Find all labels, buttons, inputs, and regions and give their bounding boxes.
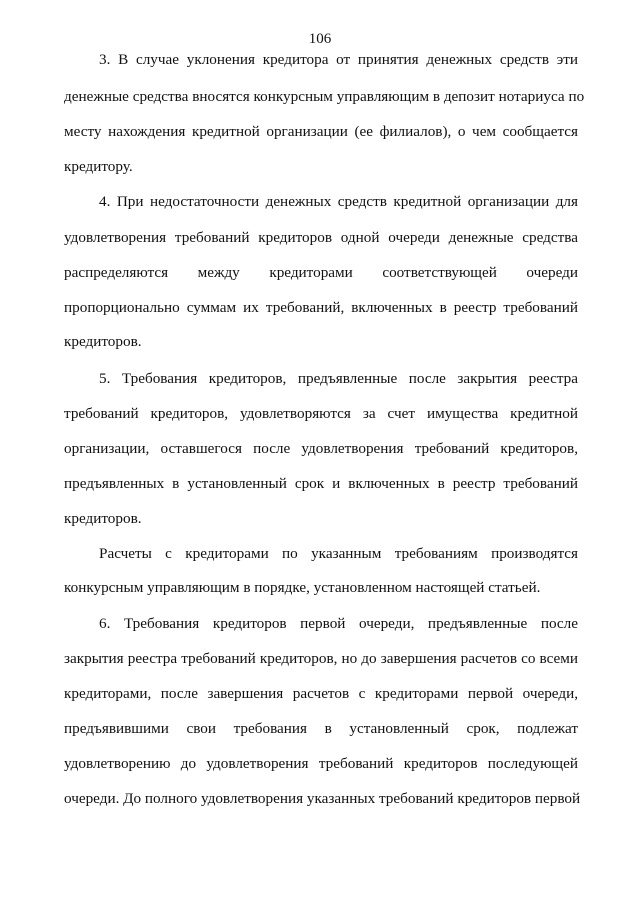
text-line: распределяются между кредиторами соответствующей очереди <box>64 264 578 281</box>
text-line: 3. В случае уклонения кредитора от принятия денежных средств эти <box>99 51 578 68</box>
text-line: конкурсным управляющим в порядке, установленном настоящей статьей. <box>64 579 541 596</box>
text-line: организации, оставшегося после удовлетворения требований кредиторов, <box>64 440 578 457</box>
text-line: требований кредиторов, удовлетворяются за счет имущества кредитной <box>64 405 578 422</box>
text-line: 4. При недостаточности денежных средств кредитной организации для <box>99 193 578 210</box>
text-line: месту нахождения кредитной организации (ее филиалов), о чем сообщается <box>64 123 578 140</box>
text-line: денежные средства вносятся конкурсным управляющим в депозит нотариуса по <box>64 88 585 105</box>
page-number: 106 <box>308 31 332 47</box>
text-line: кредиторами, после завершения расчетов с кредиторами первой очереди, <box>64 685 578 702</box>
text-line: удовлетворения требований кредиторов одной очереди денежные средства <box>64 229 578 246</box>
text-line: закрытия реестра требований кредиторов, но до завершения расчетов со всеми <box>64 650 578 667</box>
text-line: предъявившими свои требования в установленный срок, подлежат <box>64 720 578 737</box>
text-line: кредиторов. <box>64 333 142 350</box>
text-line: кредиторов. <box>64 510 142 527</box>
text-line: кредитору. <box>64 158 133 175</box>
text-line: очереди. До полного удовлетворения указанных требований кредиторов первой <box>64 790 581 807</box>
text-line: 5. Требования кредиторов, предъявленные после закрытия реестра <box>99 370 578 387</box>
text-line: Расчеты с кредиторами по указанным требованиям производятся <box>99 545 578 562</box>
text-line: предъявленных в установленный срок и включенных в реестр требований <box>64 475 578 492</box>
text-line: удовлетворению до удовлетворения требований кредиторов последующей <box>64 755 578 772</box>
text-line: 6. Требования кредиторов первой очереди, предъявленные после <box>99 615 578 632</box>
text-line: пропорционально суммам их требований, включенных в реестр требований <box>64 299 578 316</box>
